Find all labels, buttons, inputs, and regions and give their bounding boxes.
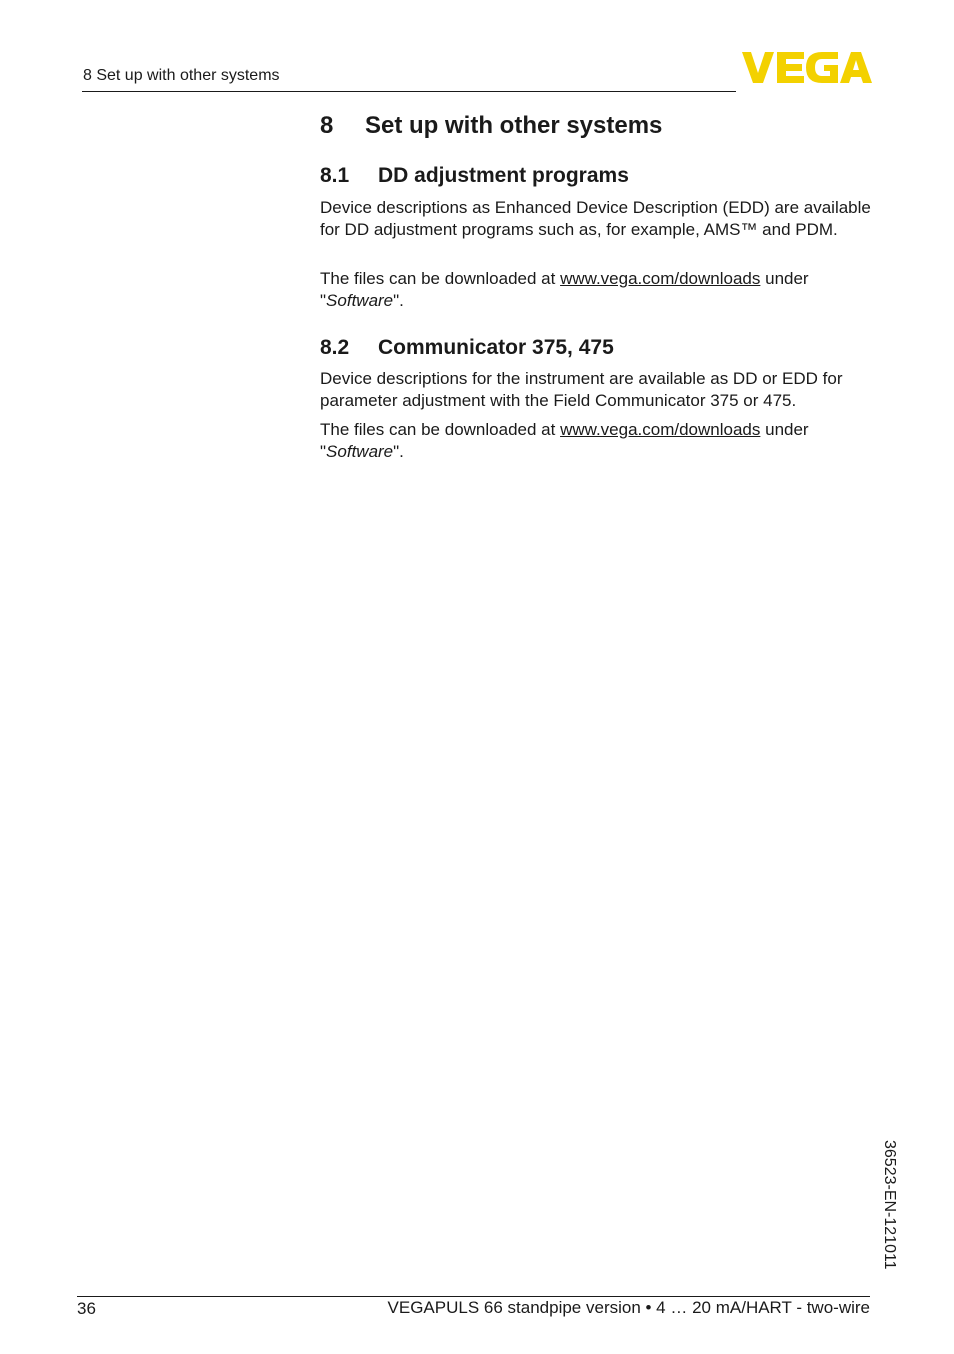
text-fragment: ".	[393, 290, 404, 310]
document-code: 36523-EN-121011	[881, 1140, 898, 1270]
software-term: Software	[326, 441, 394, 461]
section-number: 8.2	[320, 336, 350, 359]
section-8-1-paragraph-2	[320, 268, 876, 311]
text-fragment: The files can be downloaded at	[320, 269, 561, 288]
section-8-1-paragraph-1: Device descriptions as Enhanced Device Description (EDD) are available for DD adjustment programs such as, for example, AMS™ and PDM.	[320, 198, 871, 239]
section-heading-8-2	[320, 336, 614, 360]
chapter-number: 8	[320, 112, 334, 139]
header-rule	[82, 91, 736, 92]
footer-doc-title: VEGAPULS 66 standpipe version • 4 … 20 mA/HART - two-wire	[387, 1298, 870, 1317]
text-fragment: under "	[320, 420, 809, 461]
section-title: Communicator 375, 475	[378, 336, 614, 359]
downloads-link[interactable]: www.vega.com/downloads	[560, 420, 761, 439]
downloads-link[interactable]: www.vega.com/downloads	[560, 269, 761, 288]
text-fragment: under "	[320, 269, 809, 310]
section-8-2-paragraph-1: Device descriptions for the instrument are available as DD or EDD for parameter adjustment with the Field Communicator 375 or 475.	[320, 369, 843, 410]
section-heading-8-1	[320, 164, 629, 188]
footer-rule	[77, 1296, 870, 1297]
chapter-title: Set up with other systems	[365, 112, 663, 139]
section-title: DD adjustment programs	[378, 164, 629, 187]
text-fragment: ".	[393, 441, 404, 461]
page-number: 36	[77, 1299, 96, 1318]
running-header: 8 Set up with other systems	[83, 67, 280, 84]
text-fragment: The files can be downloaded at	[320, 420, 561, 439]
section-number: 8.1	[320, 164, 350, 187]
software-term: Software	[326, 290, 394, 310]
vega-logo	[742, 52, 872, 84]
chapter-heading	[320, 112, 662, 140]
section-8-2-paragraph-2	[320, 419, 876, 462]
